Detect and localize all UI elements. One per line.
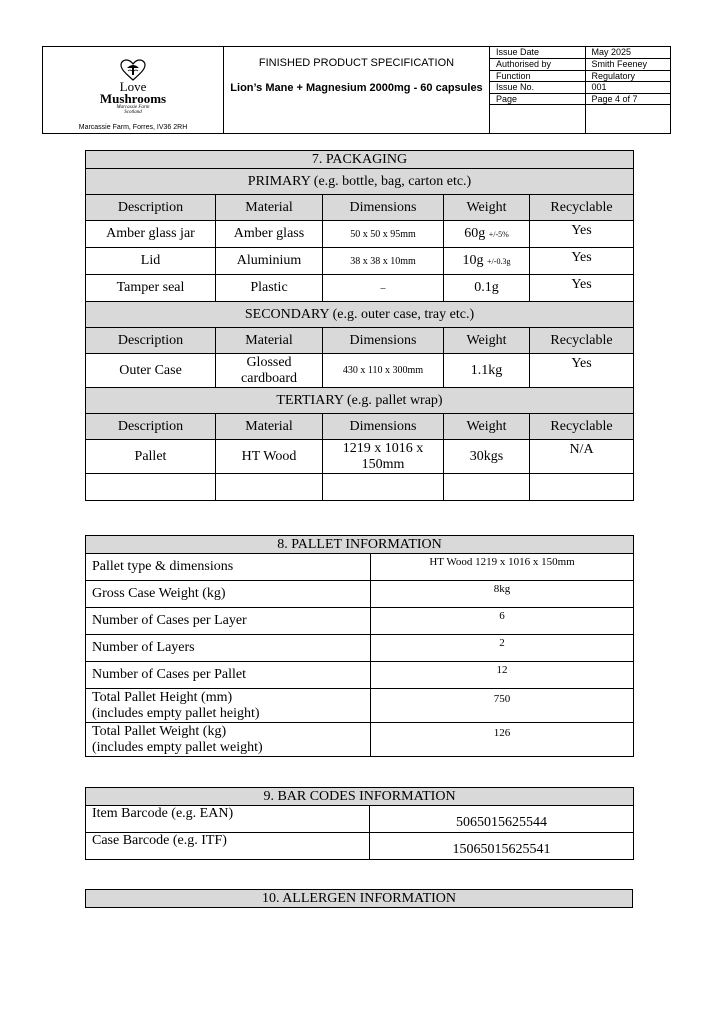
table-row: [86, 581, 634, 608]
dimensions-cell: 38 x 38 x 10mm: [323, 248, 444, 275]
meta-empty: [585, 105, 670, 133]
barcode-label: Item Barcode (e.g. EAN): [86, 806, 370, 833]
pallet-value: 750: [371, 689, 634, 723]
table-row: [86, 635, 634, 662]
dimensions-cell: 1219 x 1016 x 150mm: [323, 440, 444, 474]
description-cell: Tamper seal: [86, 275, 216, 302]
company-address: Marcassie Farm, Forres, IV36 2RH: [78, 123, 188, 131]
pallet-label-note: (includes empty pallet weight): [92, 739, 263, 755]
recyclable-cell: Yes: [530, 354, 634, 388]
meta-value: 001: [585, 82, 670, 94]
meta-key: Issue No.: [490, 82, 585, 94]
document-header: [42, 46, 671, 134]
packaging-section-title: 7. PACKAGING: [86, 151, 634, 169]
dimensions-cell: 50 x 50 x 95mm: [323, 221, 444, 248]
packaging-table: [85, 150, 634, 501]
meta-value: Page 4 of 7: [585, 93, 670, 105]
meta-empty: [490, 105, 585, 133]
table-row: [86, 689, 634, 723]
column-header: Dimensions: [323, 195, 444, 221]
barcodes-table: [85, 787, 634, 860]
table-row: [86, 833, 634, 860]
meta-value: Smith Feeney: [585, 59, 670, 71]
recyclable-cell: N/A: [530, 440, 634, 474]
column-header: Material: [216, 195, 323, 221]
empty-cell: [216, 474, 323, 501]
recyclable-cell: Yes: [530, 275, 634, 302]
table-row: [86, 248, 634, 275]
recyclable-cell: Yes: [530, 248, 634, 275]
pallet-value: 12: [371, 662, 634, 689]
weight-cell: [444, 248, 530, 275]
weight-cell: 30kgs: [444, 440, 530, 474]
pallet-section-title: 8. PALLET INFORMATION: [86, 536, 634, 554]
empty-cell: [323, 474, 444, 501]
weight-cell: 1.1kg: [444, 354, 530, 388]
empty-cell: [530, 474, 634, 501]
column-header: Recyclable: [530, 195, 634, 221]
pallet-label-block: [86, 723, 371, 757]
material-cell: Aluminium: [216, 248, 323, 275]
pallet-value: HT Wood 1219 x 1016 x 150mm: [371, 554, 634, 581]
column-header: Recyclable: [530, 414, 634, 440]
empty-cell: [86, 474, 216, 501]
product-name: Lion’s Mane + Magnesium 2000mg - 60 capsules: [230, 82, 483, 94]
meta-cell: [490, 47, 671, 134]
weight-cell: [444, 221, 530, 248]
pallet-value: 8kg: [371, 581, 634, 608]
table-row: [86, 554, 634, 581]
material-cell: HT Wood: [216, 440, 323, 474]
column-header: Dimensions: [323, 328, 444, 354]
mushroom-heart-icon: [120, 59, 146, 81]
column-header: Material: [216, 414, 323, 440]
pallet-label-block: [86, 689, 371, 723]
pallet-label: Number of Cases per Layer: [86, 608, 371, 635]
dimensions-cell: 430 x 110 x 300mm: [323, 354, 444, 388]
pallet-label: Number of Layers: [86, 635, 371, 662]
weight-value: 10g: [462, 253, 484, 268]
barcode-label: Case Barcode (e.g. ITF): [86, 833, 370, 860]
barcode-value: 15065015625541: [370, 833, 634, 860]
column-header-row: [86, 414, 634, 440]
material-cell: Plastic: [216, 275, 323, 302]
table-row: [86, 275, 634, 302]
document-meta-table: [490, 47, 670, 133]
weight-value: 60g: [464, 226, 486, 241]
pallet-label: Number of Cases per Pallet: [86, 662, 371, 689]
table-row: [86, 662, 634, 689]
weight-cell: 0.1g: [444, 275, 530, 302]
table-row: [86, 723, 634, 757]
table-row: [86, 221, 634, 248]
logo-cell: [43, 47, 224, 134]
meta-key: Issue Date: [490, 47, 585, 59]
company-logo: [43, 59, 223, 115]
description-cell: Amber glass jar: [86, 221, 216, 248]
primary-packaging-label: PRIMARY (e.g. bottle, bag, carton etc.): [86, 169, 634, 195]
table-row: [86, 354, 634, 388]
pallet-label-note: (includes empty pallet height): [92, 705, 260, 721]
pallet-label: Total Pallet Height (mm): [92, 689, 233, 705]
column-header: Description: [86, 414, 216, 440]
recyclable-cell: Yes: [530, 221, 634, 248]
column-header: Weight: [444, 414, 530, 440]
logo-line-country: Scotland: [124, 110, 142, 115]
secondary-packaging-label: SECONDARY (e.g. outer case, tray etc.): [86, 302, 634, 328]
column-header: Dimensions: [323, 414, 444, 440]
table-row-empty: [86, 474, 634, 501]
tertiary-packaging-label: TERTIARY (e.g. pallet wrap): [86, 388, 634, 414]
description-cell: Outer Case: [86, 354, 216, 388]
meta-value: Regulatory: [585, 70, 670, 82]
logo-line-love: Love: [119, 79, 147, 94]
logo-line-farm: Marcassie Farm: [116, 105, 150, 110]
pallet-info-table: [85, 535, 634, 757]
weight-tolerance: +/-5%: [488, 230, 509, 239]
allergen-table: [85, 889, 633, 908]
table-row: [86, 806, 634, 833]
pallet-value: 126: [371, 723, 634, 757]
column-header: Recyclable: [530, 328, 634, 354]
empty-cell: [444, 474, 530, 501]
table-row: [86, 440, 634, 474]
pallet-label: Total Pallet Weight (kg): [92, 723, 227, 739]
weight-tolerance: +/-0.3g: [487, 257, 511, 266]
pallet-label: Gross Case Weight (kg): [86, 581, 371, 608]
dimensions-cell: –: [323, 275, 444, 302]
table-row: [86, 608, 634, 635]
column-header: Weight: [444, 328, 530, 354]
column-header: Description: [86, 328, 216, 354]
column-header: Material: [216, 328, 323, 354]
description-cell: Lid: [86, 248, 216, 275]
logo-line-mushrooms: Mushrooms: [99, 91, 167, 106]
meta-key: Authorised by: [490, 59, 585, 71]
description-cell: Pallet: [86, 440, 216, 474]
meta-key: Function: [490, 70, 585, 82]
column-header: Description: [86, 195, 216, 221]
column-header-row: [86, 195, 634, 221]
column-header-row: [86, 328, 634, 354]
allergen-section-title: 10. ALLERGEN INFORMATION: [86, 890, 633, 908]
meta-key: Page: [490, 93, 585, 105]
pallet-label: Pallet type & dimensions: [86, 554, 371, 581]
barcode-value: 5065015625544: [370, 806, 634, 833]
pallet-value: 6: [371, 608, 634, 635]
column-header: Weight: [444, 195, 530, 221]
meta-value: May 2025: [585, 47, 670, 59]
document-type: FINISHED PRODUCT SPECIFICATION: [258, 57, 455, 69]
pallet-value: 2: [371, 635, 634, 662]
material-cell: Glossed cardboard: [216, 354, 323, 388]
title-cell: [224, 47, 490, 134]
barcodes-section-title: 9. BAR CODES INFORMATION: [86, 788, 634, 806]
material-cell: Amber glass: [216, 221, 323, 248]
